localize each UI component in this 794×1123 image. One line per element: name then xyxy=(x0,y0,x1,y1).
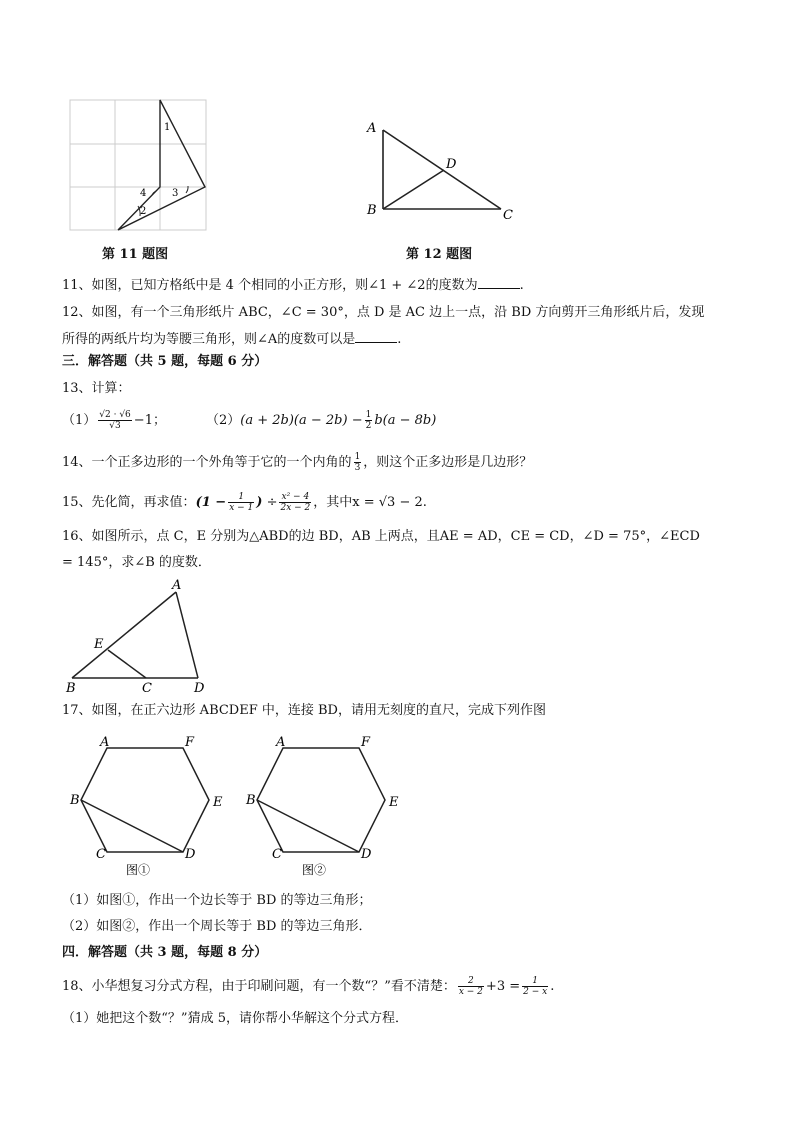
point-b-label: B xyxy=(70,793,80,808)
point-f-label: F xyxy=(361,735,371,750)
point-e-label: E xyxy=(389,795,399,810)
point-b-label: B xyxy=(367,203,377,218)
figure-11 xyxy=(68,98,210,234)
question-17-part-2: （2）如图②，作出一个周长等于 BD 的等边三角形． xyxy=(62,919,372,934)
point-b-label: B xyxy=(66,681,76,694)
angle-4-label: 4 xyxy=(140,188,147,199)
question-12-line-2: 所得的两纸片均为等腰三角形，则∠A的度数可以是 . xyxy=(62,332,402,347)
figure-16 xyxy=(62,574,222,694)
question-13: 13、计算： xyxy=(62,381,131,396)
section-3-title: 三．解答题（共 5 题，每题 6 分） xyxy=(62,354,268,369)
point-a-label: A xyxy=(276,735,286,750)
question-18: 18、小华想复习分式方程，由于印刷问题，有一个数“？”看不清楚： $\frac{2}{x - 2}$ +3 = $\frac{1}{2 - x}$ . xyxy=(62,976,555,997)
question-14: 14、一个正多边形的一个外角等于它的一个内角的 $\frac{1}{3}$ ，则这个正多边形是几边形？ xyxy=(62,452,533,473)
point-a-label: A xyxy=(367,121,377,136)
point-a-label: A xyxy=(100,735,110,750)
point-d-label: D xyxy=(446,157,457,172)
angle-2-label: 2 xyxy=(140,206,147,217)
answer-blank[interactable] xyxy=(478,276,520,289)
figure-17-2-caption: 图② xyxy=(302,863,327,877)
point-c-label: C xyxy=(142,681,152,694)
point-e-label: E xyxy=(94,637,104,652)
angle-1-label: 1 xyxy=(164,122,171,133)
point-d-label: D xyxy=(185,847,196,862)
question-15: 15、先化简，再求值：(1 − $\frac{1}{x - 1}$ ) ÷ $\frac{\text{x² − 4}}{2x - 2}$ ，其中x = √3 − 2. xyxy=(62,492,427,513)
point-c-label: C xyxy=(272,847,282,862)
answer-blank[interactable] xyxy=(355,330,397,343)
figure-17-1 xyxy=(68,734,238,880)
question-16-line-1: 16、如图所示，点 C，E 分别为△ABD的边 BD，AB 上两点，且AE = AD，CE = CD，∠D = 75°，∠ECD xyxy=(62,529,700,544)
question-16-line-2: = 145°，求∠B 的度数． xyxy=(62,555,211,570)
section-4-title: 四．解答题（共 3 题，每题 8 分） xyxy=(62,945,268,960)
angle-3-label: 3 xyxy=(172,188,179,199)
question-18-part-1: （1）她把这个数“？”猜成 5，请你帮小华解这个分式方程． xyxy=(62,1011,408,1026)
point-b-label: B xyxy=(246,793,256,808)
question-17-part-1: （1）如图①，作出一个边长等于 BD 的等边三角形； xyxy=(62,893,372,908)
point-f-label: F xyxy=(185,735,195,750)
point-a-label: A xyxy=(172,578,182,593)
question-13-part-1: （1） $\frac{√2 \cdot √6}{√3}$ −1； xyxy=(62,410,166,431)
figure-17-1-caption: 图① xyxy=(126,863,151,877)
figure-17-2 xyxy=(244,734,414,880)
figure-11-caption: 第 11 题图 xyxy=(102,247,169,262)
figure-12-caption: 第 12 题图 xyxy=(406,247,473,262)
point-c-label: C xyxy=(96,847,106,862)
question-12-line-1: 12、如图，有一个三角形纸片 ABC，∠C = 30°，点 D 是 AC 边上一点，沿 BD 方向剪开三角形纸片后，发现 xyxy=(62,305,705,320)
point-e-label: E xyxy=(213,795,223,810)
point-d-label: D xyxy=(194,681,205,694)
point-c-label: C xyxy=(503,208,513,223)
question-13-part-2: （2）(a + 2b)(a − 2b) − $\frac{1}{2}$ b(a − 8b) xyxy=(206,410,437,431)
point-d-label: D xyxy=(361,847,372,862)
figure-12 xyxy=(364,112,524,224)
question-17: 17、如图，在正六边形 ABCDEF 中，连接 BD，请用无刻度的直尺，完成下列作图 xyxy=(62,703,546,718)
question-11: 11、如图，已知方格纸中是 4 个相同的小正方形，则∠1 + ∠2的度数为 . xyxy=(62,278,524,293)
